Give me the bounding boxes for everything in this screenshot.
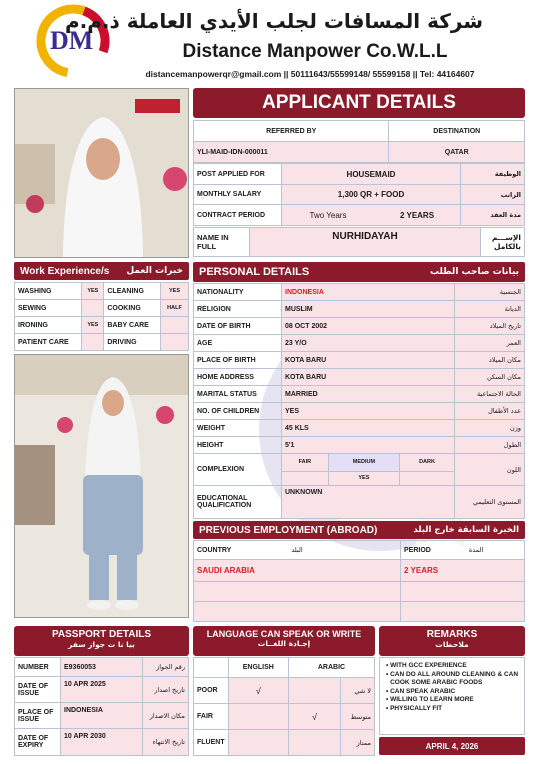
- passport-ar: مكان الاصدار: [143, 703, 189, 729]
- company-logo: DM: [36, 4, 110, 78]
- skill-label: IRONING: [15, 317, 82, 334]
- destination-value: QATAR: [389, 142, 525, 163]
- complexion-mark-fair: [282, 471, 328, 485]
- company-name: Distance Manpower Co.W.L.L: [182, 41, 448, 62]
- employment-empty-row: [401, 582, 525, 602]
- language-table: [193, 657, 375, 755]
- complexion-grid: [282, 454, 455, 486]
- skill-label: BABY CARE: [104, 317, 161, 334]
- passport-label: PLACE OF ISSUE: [15, 703, 61, 729]
- language-level-ar: متوسط: [341, 704, 375, 730]
- skill-value: [161, 317, 189, 334]
- contract-value-1: Two Years: [282, 205, 375, 226]
- detail-value: 5'1: [282, 437, 455, 454]
- education-label: EDUCATIONAL QUALIFICATION: [194, 486, 282, 519]
- education-ar: المستوى التعليمي: [455, 486, 525, 519]
- detail-ar: الحالة الاجتماعية: [455, 386, 525, 403]
- english-mark: √: [228, 678, 288, 704]
- contract-label: CONTRACT PERIOD: [194, 205, 282, 226]
- skill-value: HALF: [161, 300, 189, 317]
- remark-item: • WILLING TO LEARN MORE: [386, 696, 474, 703]
- passport-label: DATE OF EXPIRY: [15, 729, 61, 756]
- english-mark: [228, 730, 288, 756]
- language-header: LANGUAGE CAN SPEAK OR WRITE إجـادة اللغــات: [193, 626, 375, 656]
- language-level-label: FAIR: [194, 704, 229, 730]
- passport-label: NUMBER: [15, 658, 61, 677]
- language-corner: [194, 658, 229, 678]
- detail-label: DATE OF BIRTH: [194, 318, 282, 335]
- contract-value-2: 2 YEARS: [374, 205, 461, 226]
- name-value: NURHIDAYAH: [250, 228, 481, 257]
- destination-label: DESTINATION: [389, 121, 525, 142]
- complexion-ar: اللون: [455, 454, 525, 486]
- passport-value: 10 APR 2030: [61, 729, 143, 756]
- employment-period: 2 YEARS: [401, 560, 525, 582]
- company-arabic-name: شركة المسافات لجلب الأيدي العاملة ذ.م.م: [64, 9, 483, 33]
- contact-line: distancemanpowerqr@gmail.com || 50111643/55599148/ 55599158 || Tel: 44164607: [145, 69, 475, 79]
- complexion-mark-dark: [400, 471, 454, 485]
- detail-label: NATIONALITY: [194, 284, 282, 301]
- detail-value: 08 OCT 2002: [282, 318, 455, 335]
- detail-ar: مكان الميلاد: [455, 352, 525, 369]
- document-date: APRIL 4, 2026: [379, 737, 525, 755]
- skill-value: [161, 334, 189, 351]
- passport-table: [14, 657, 189, 755]
- post-label: POST APPLIED FOR: [194, 164, 282, 185]
- complexion-dark: DARK: [400, 454, 454, 471]
- detail-ar: الديانة: [455, 301, 525, 318]
- passport-ar: تاريخ الانتهاء: [143, 729, 189, 756]
- detail-ar: وزن: [455, 420, 525, 437]
- post-value: HOUSEMAID: [282, 164, 461, 185]
- detail-ar: مكان السكن: [455, 369, 525, 386]
- skill-label: DRIVING: [104, 334, 161, 351]
- detail-label: NO. OF CHILDREN: [194, 403, 282, 420]
- name-ar: الإســـم بالكامل: [481, 228, 525, 257]
- detail-ar: الطول: [455, 437, 525, 454]
- complexion-medium: MEDIUM: [328, 454, 399, 471]
- employment-country: SAUDI ARABIA: [194, 560, 401, 582]
- skill-value: YES: [161, 283, 189, 300]
- english-mark: [228, 704, 288, 730]
- nationality-value: INDONESIA: [282, 284, 455, 301]
- work-experience-header: Work Experience/s خبرات العمل: [14, 262, 189, 280]
- skill-label: SEWING: [15, 300, 82, 317]
- arabic-mark: [289, 730, 341, 756]
- post-ar: الوظيفة: [461, 164, 525, 185]
- period-header: PERIOD المدة: [401, 541, 525, 560]
- passport-ar: تاريخ اصدار: [143, 677, 189, 703]
- detail-value: MUSLIM: [282, 301, 455, 318]
- detail-ar: تاريخ الميلاد: [455, 318, 525, 335]
- detail-value: KOTA BARU: [282, 352, 455, 369]
- arabic-mark: √: [289, 704, 341, 730]
- detail-value: 23 Y/O: [282, 335, 455, 352]
- detail-label: HOME ADDRESS: [194, 369, 282, 386]
- language-english-header: ENGLISH: [228, 658, 288, 678]
- complexion-fair: FAIR: [282, 454, 328, 471]
- detail-ar: عدد الأطفال: [455, 403, 525, 420]
- salary-ar: الراتب: [461, 185, 525, 205]
- detail-label: AGE: [194, 335, 282, 352]
- detail-value: KOTA BARU: [282, 369, 455, 386]
- job-table: [193, 163, 525, 225]
- detail-value: YES: [282, 403, 455, 420]
- skill-label: CLEANING: [104, 283, 161, 300]
- language-level-ar: لا شي: [341, 678, 375, 704]
- detail-label: MARITAL STATUS: [194, 386, 282, 403]
- referral-table: [193, 120, 525, 162]
- detail-ar: العمر: [455, 335, 525, 352]
- passport-value: INDONESIA: [61, 703, 143, 729]
- contract-ar: مدة العقد: [461, 205, 525, 226]
- passport-label: DATE OF ISSUE: [15, 677, 61, 703]
- work-experience-table: [14, 282, 189, 350]
- remark-item: • PHYSICALLY FIT: [386, 704, 443, 712]
- remark-item: • CAN DO ALL AROUND CLEANING & CAN COOK SOME ARABIC FOODS: [386, 670, 519, 686]
- language-level-label: FLUENT: [194, 730, 229, 756]
- passport-value: E9360053: [61, 658, 143, 677]
- skill-label: COOKING: [104, 300, 161, 317]
- remark-item: • WITH GCC EXPERIENCE: [386, 662, 467, 669]
- employment-empty-row: [194, 582, 401, 602]
- previous-employment-table: [193, 540, 525, 622]
- remarks-header: REMARKS ملاحظات: [379, 626, 525, 656]
- education-value: UNKNOWN: [282, 486, 455, 519]
- applicant-photo-full-body: [14, 354, 189, 618]
- language-level-ar: ممتاز: [341, 730, 375, 756]
- salary-value: 1,300 QR + FOOD: [282, 185, 461, 205]
- remarks-box: [379, 657, 525, 735]
- complexion-mark-medium: YES: [328, 471, 399, 485]
- previous-employment-header: PREVIOUS EMPLOYMENT (ABROAD) الخبرة السابقة خارج البلد: [193, 521, 525, 539]
- arabic-mark: [289, 678, 341, 704]
- referred-by-value: YLI-MAID-IDN-000011: [194, 142, 389, 163]
- employment-empty-row: [401, 602, 525, 622]
- language-arabic-header: ARABIC: [289, 658, 375, 678]
- skill-label: PATIENT CARE: [15, 334, 82, 351]
- referred-by-label: REFERRED BY: [194, 121, 389, 142]
- skill-value: YES: [82, 317, 104, 334]
- applicant-photo-portrait: [14, 88, 189, 258]
- detail-label: PLACE OF BIRTH: [194, 352, 282, 369]
- skill-label: WASHING: [15, 283, 82, 300]
- detail-value: MARRIED: [282, 386, 455, 403]
- name-label: NAME IN FULL: [194, 228, 250, 257]
- detail-label: WEIGHT: [194, 420, 282, 437]
- passport-value: 10 APR 2025: [61, 677, 143, 703]
- page-title: APPLICANT DETAILS: [193, 88, 525, 118]
- personal-details-header: PERSONAL DETAILS بيانات صاحب الطلب: [193, 262, 525, 282]
- country-header: COUNTRY البلد: [194, 541, 401, 560]
- skill-value: [82, 300, 104, 317]
- employment-empty-row: [194, 602, 401, 622]
- complexion-label: COMPLEXION: [194, 454, 282, 486]
- detail-ar: الجنسية: [455, 284, 525, 301]
- name-table: [193, 227, 525, 257]
- detail-label: HEIGHT: [194, 437, 282, 454]
- passport-ar: رقم الجواز: [143, 658, 189, 677]
- personal-details-table: [193, 283, 525, 518]
- remark-item: • CAN SPEAK ARABIC: [386, 687, 456, 695]
- skill-value: YES: [82, 283, 104, 300]
- detail-label: RELIGION: [194, 301, 282, 318]
- detail-value: 45 KLS: [282, 420, 455, 437]
- skill-value: [82, 334, 104, 351]
- language-level-label: POOR: [194, 678, 229, 704]
- passport-header: PASSPORT DETAILS بيا نا ت جواز سفر: [14, 626, 189, 656]
- salary-label: MONTHLY SALARY: [194, 185, 282, 205]
